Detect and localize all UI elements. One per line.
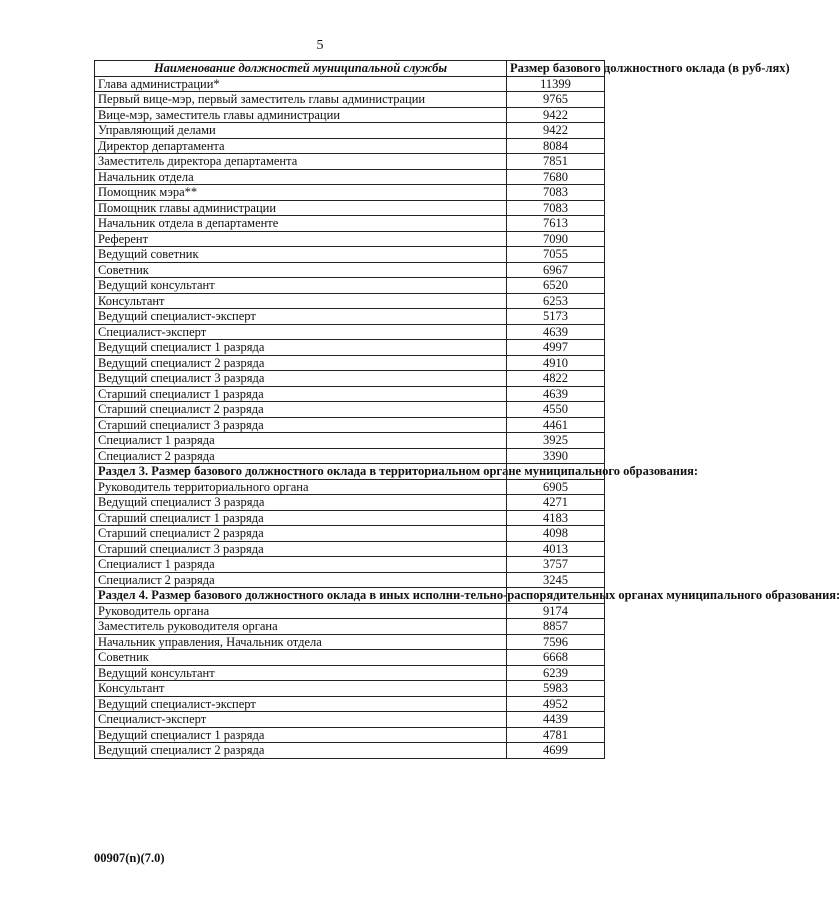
position-name: Старший специалист 3 разряда [95, 541, 507, 557]
base-salary-value: 4098 [507, 526, 605, 542]
position-name: Управляющий делами [95, 123, 507, 139]
position-name: Ведущий специалист 3 разряда [95, 371, 507, 387]
table-row [95, 448, 605, 464]
table-row [95, 650, 605, 666]
position-name: Вице-мэр, заместитель главы администрации [95, 107, 507, 123]
table-row [95, 200, 605, 216]
base-salary-value: 9422 [507, 123, 605, 139]
position-name: Специалист 1 разряда [95, 433, 507, 449]
base-salary-value: 6520 [507, 278, 605, 294]
table-row [95, 247, 605, 263]
position-name: Консультант [95, 293, 507, 309]
position-name: Специалист-эксперт [95, 324, 507, 340]
table-row [95, 138, 605, 154]
table-row [95, 309, 605, 325]
section-3-title: Раздел 3. Размер базового должностного оклада в территориальном органе муниципального образования: [95, 464, 507, 480]
base-salary-value: 4699 [507, 743, 605, 759]
position-name: Старший специалист 1 разряда [95, 386, 507, 402]
base-salary-value: 6668 [507, 650, 605, 666]
position-name: Ведущий специалист 2 разряда [95, 355, 507, 371]
base-salary-value: 4822 [507, 371, 605, 387]
table-row [95, 216, 605, 232]
base-salary-value: 6967 [507, 262, 605, 278]
position-name: Ведущий специалист-эксперт [95, 309, 507, 325]
base-salary-value: 4183 [507, 510, 605, 526]
table-row [95, 603, 605, 619]
base-salary-value: 7680 [507, 169, 605, 185]
position-name: Заместитель директора департамента [95, 154, 507, 170]
table-row [95, 712, 605, 728]
base-salary-value: 5983 [507, 681, 605, 697]
position-name: Начальник отдела в департаменте [95, 216, 507, 232]
position-name: Специалист-эксперт [95, 712, 507, 728]
base-salary-value: 4439 [507, 712, 605, 728]
table-row [95, 278, 605, 294]
base-salary-value: 3390 [507, 448, 605, 464]
position-name: Руководитель органа [95, 603, 507, 619]
base-salary-value: 11399 [507, 76, 605, 92]
table-row [95, 324, 605, 340]
base-salary-value: 7596 [507, 634, 605, 650]
position-name: Советник [95, 262, 507, 278]
table-row [95, 619, 605, 635]
base-salary-value: 8857 [507, 619, 605, 635]
base-salary-value: 7613 [507, 216, 605, 232]
document-code: 00907(n)(7.0) [94, 851, 165, 865]
position-name: Ведущий консультант [95, 278, 507, 294]
table-row [95, 696, 605, 712]
position-name: Старший специалист 1 разряда [95, 510, 507, 526]
position-name: Старший специалист 2 разряда [95, 526, 507, 542]
position-name: Помощник мэра** [95, 185, 507, 201]
base-salary-value: 7055 [507, 247, 605, 263]
base-salary-value: 4271 [507, 495, 605, 511]
base-salary-value: 9174 [507, 603, 605, 619]
position-name: Ведущий специалист-эксперт [95, 696, 507, 712]
base-salary-value: 4461 [507, 417, 605, 433]
position-name: Специалист 2 разряда [95, 448, 507, 464]
base-salary-value: 3757 [507, 557, 605, 573]
table-row [95, 76, 605, 92]
page-number: 5 [316, 38, 324, 53]
table-row [95, 371, 605, 387]
table-row [95, 634, 605, 650]
table-row [95, 154, 605, 170]
base-salary-value: 4910 [507, 355, 605, 371]
position-name: Консультант [95, 681, 507, 697]
base-salary-value: 3925 [507, 433, 605, 449]
position-name: Ведущий специалист 2 разряда [95, 743, 507, 759]
position-name: Ведущий консультант [95, 665, 507, 681]
position-name: Заместитель руководителя органа [95, 619, 507, 635]
base-salary-value: 7083 [507, 200, 605, 216]
table-row [95, 479, 605, 495]
position-name: Ведущий специалист 1 разряда [95, 727, 507, 743]
table-row [95, 495, 605, 511]
salary-table [94, 60, 840, 759]
base-salary-value: 6253 [507, 293, 605, 309]
position-name: Начальник управления, Начальник отдела [95, 634, 507, 650]
position-name: Ведущий специалист 3 разряда [95, 495, 507, 511]
table-row [95, 92, 605, 108]
position-name: Специалист 2 разряда [95, 572, 507, 588]
table-row [95, 340, 605, 356]
main-rows [95, 76, 605, 464]
table-row [95, 541, 605, 557]
base-salary-value: 7851 [507, 154, 605, 170]
table-row [95, 169, 605, 185]
table-row [95, 510, 605, 526]
position-name: Специалист 1 разряда [95, 557, 507, 573]
table-row [95, 681, 605, 697]
table-row [95, 402, 605, 418]
table-row [95, 107, 605, 123]
section-3 [95, 464, 699, 480]
base-salary-value: 4550 [507, 402, 605, 418]
table-row [95, 433, 605, 449]
header-position-name: Наименование должностей муниципальной службы [95, 61, 507, 77]
position-name: Руководитель территориального органа [95, 479, 507, 495]
table-row [95, 526, 605, 542]
position-name: Старший специалист 3 разряда [95, 417, 507, 433]
table-row [95, 231, 605, 247]
base-salary-value: 4013 [507, 541, 605, 557]
position-name: Помощник главы администрации [95, 200, 507, 216]
table-row [95, 293, 605, 309]
base-salary-value: 9765 [507, 92, 605, 108]
base-salary-value: 7083 [507, 185, 605, 201]
base-salary-value: 4639 [507, 324, 605, 340]
section-4 [95, 588, 840, 604]
base-salary-value: 5173 [507, 309, 605, 325]
position-name: Старший специалист 2 разряда [95, 402, 507, 418]
position-name: Директор департамента [95, 138, 507, 154]
table-row [95, 123, 605, 139]
base-salary-value: 7090 [507, 231, 605, 247]
table-row [95, 572, 605, 588]
table-row [95, 262, 605, 278]
base-salary-value: 3245 [507, 572, 605, 588]
base-salary-value: 4639 [507, 386, 605, 402]
section-4-title-row [95, 588, 605, 604]
position-name: Первый вице-мэр, первый заместитель главы администрации [95, 92, 507, 108]
table-row [95, 665, 605, 681]
section-3-title-row [95, 464, 605, 480]
base-salary-value: 8084 [507, 138, 605, 154]
header-base-salary: Размер базового должностного оклада (в руб-лях) [507, 61, 605, 77]
table-row [95, 185, 605, 201]
position-name: Референт [95, 231, 507, 247]
base-salary-value: 6905 [507, 479, 605, 495]
base-salary-value: 4997 [507, 340, 605, 356]
section-4-rows [95, 603, 605, 758]
table-row [95, 727, 605, 743]
table-row [95, 355, 605, 371]
position-name: Ведущий специалист 1 разряда [95, 340, 507, 356]
table-row [95, 386, 605, 402]
section-4-title: Раздел 4. Размер базового должностного оклада в иных исполни-тельно-распорядительных органах муниципального образования: [95, 588, 507, 604]
section-3-rows [95, 479, 605, 588]
position-name: Глава администрации* [95, 76, 507, 92]
table-row [95, 417, 605, 433]
position-name: Советник [95, 650, 507, 666]
base-salary-value: 6239 [507, 665, 605, 681]
table-row [95, 557, 605, 573]
base-salary-value: 4952 [507, 696, 605, 712]
table-row [95, 743, 605, 759]
position-name: Начальник отдела [95, 169, 507, 185]
table-header-row [95, 61, 605, 77]
base-salary-value: 9422 [507, 107, 605, 123]
position-name: Ведущий советник [95, 247, 507, 263]
base-salary-value: 4781 [507, 727, 605, 743]
